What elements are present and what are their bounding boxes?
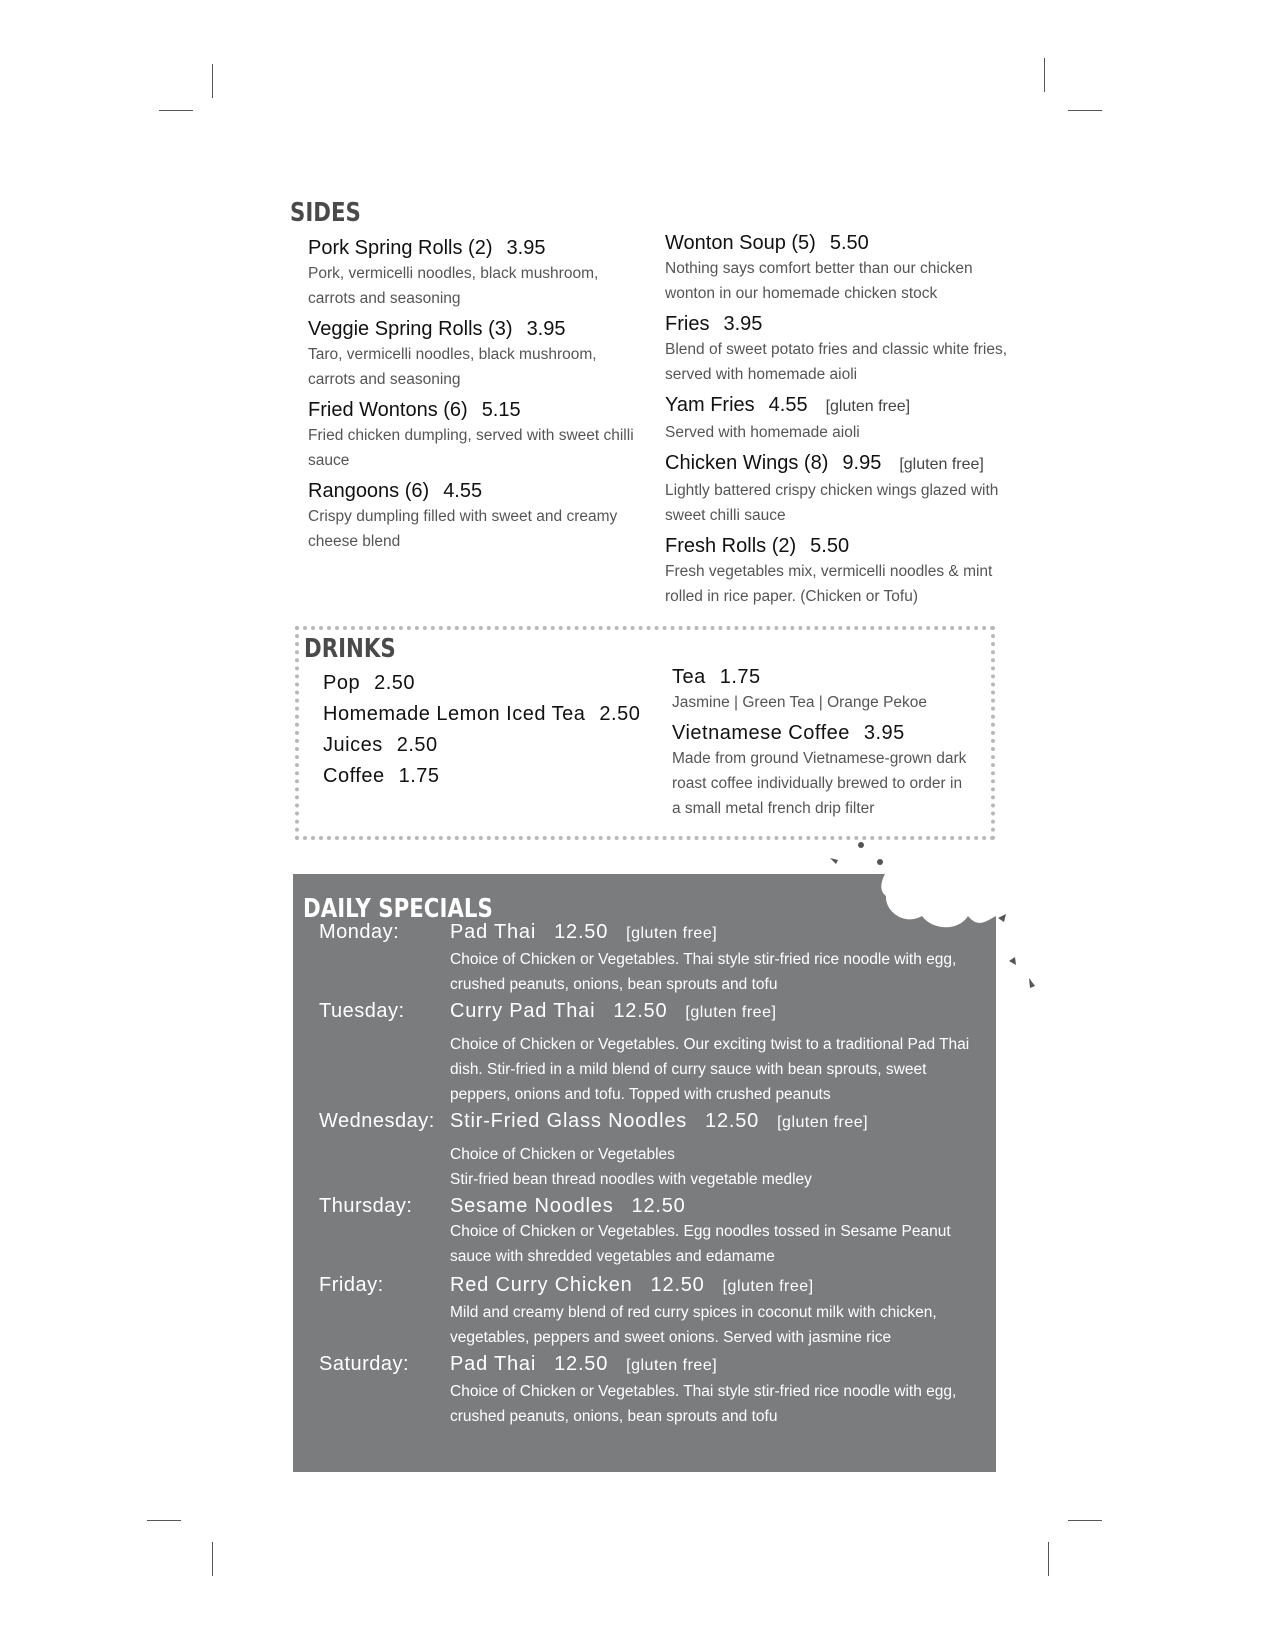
drink-name: Tea	[672, 666, 706, 688]
day-label: Saturday:	[319, 1353, 410, 1375]
dish-name: Curry Pad Thai	[450, 1000, 596, 1022]
menu-item-description: Crispy dumpling filled with sweet and creamy cheese blend	[308, 508, 618, 550]
gluten-free-tag: [gluten free]	[825, 398, 911, 415]
drink-price: 1.75	[719, 666, 761, 688]
menu-item-description: Pork, vermicelli noodles, black mushroom, carrots and seasoning	[308, 265, 599, 307]
menu-item-name: Fries	[665, 313, 710, 335]
menu-item-name: Veggie Spring Rolls (3)	[308, 318, 513, 340]
dish-name: Pad Thai	[450, 1353, 537, 1375]
menu-item-price: 3.95	[526, 318, 566, 340]
gluten-free-tag: [gluten free]	[685, 1004, 777, 1021]
menu-item-description: Fresh vegetables mix, vermicelli noodles & mint rolled in rice paper. (Chicken or Tofu)	[665, 563, 993, 605]
menu-item-name: Rangoons (6)	[308, 480, 430, 502]
dish-price: 12.50	[650, 1274, 705, 1296]
dish-price: 12.50	[613, 1000, 668, 1022]
drink-price: 3.95	[863, 722, 905, 744]
special-description: Mild and creamy blend of red curry spices in coconut milk with chicken, vegetables, peppers and sweet onions. Served with jasmine rice	[450, 1304, 937, 1346]
drink-price: 2.50	[374, 672, 416, 694]
menu-item-price: 5.15	[481, 399, 521, 421]
gluten-free-tag: [gluten free]	[722, 1278, 814, 1295]
dish-price: 12.50	[554, 921, 609, 943]
day-label: Wednesday:	[319, 1110, 435, 1132]
drink-name: Pop	[323, 672, 361, 694]
menu-item-description: Taro, vermicelli noodles, black mushroom, carrots and seasoning	[308, 346, 597, 388]
menu-item-description: Blend of sweet potato fries and classic white fries, served with homemade aioli	[665, 341, 1008, 383]
menu-item-description: Lightly battered crispy chicken wings glazed with sweet chilli sauce	[665, 482, 999, 524]
drink-description: Jasmine | Green Tea | Orange Pekoe	[672, 694, 928, 711]
menu-item-price: 3.95	[723, 313, 763, 335]
day-label: Friday:	[319, 1274, 384, 1296]
dish-price: 12.50	[631, 1195, 686, 1217]
menu-item-name: Fresh Rolls (2)	[665, 535, 797, 557]
day-label: Thursday:	[319, 1195, 413, 1217]
drink-name: Coffee	[323, 765, 385, 787]
menu-item-price: 3.95	[506, 237, 546, 259]
special-description: Choice of Chicken or Vegetables. Our exciting twist to a traditional Pad Thai dish. Stir-fried in a mild blend of curry sauce with bean sprouts, sweet peppers, onions and tofu. Topped with crushed peanuts	[450, 1036, 970, 1103]
dish-name: Stir-Fried Glass Noodles	[450, 1110, 688, 1132]
menu-item-price: 4.55	[443, 480, 483, 502]
menu-item-price: 9.95	[842, 452, 882, 474]
dish-price: 12.50	[554, 1353, 609, 1375]
special-description: Choice of Chicken or Vegetables	[450, 1146, 675, 1163]
menu-item-price: 5.50	[829, 232, 869, 254]
drink-name: Homemade Lemon Iced Tea	[323, 703, 586, 725]
dish-price: 12.50	[705, 1110, 760, 1132]
dish-name: Red Curry Chicken	[450, 1274, 633, 1296]
special-description-extra: Stir-fried bean thread noodles with vegetable medley	[450, 1171, 812, 1188]
special-description: Choice of Chicken or Vegetables. Thai style stir-fried rice noodle with egg, crushed peanuts, onions, bean sprouts and tofu	[450, 951, 957, 993]
specials-heading: DAILY SPECIALS	[303, 894, 493, 924]
drinks-heading: DRINKS	[304, 634, 396, 664]
drink-name: Vietnamese Coffee	[672, 722, 850, 744]
gluten-free-tag: [gluten free]	[626, 1357, 718, 1374]
menu-item-name: Wonton Soup (5)	[665, 232, 816, 254]
menu-item-name: Pork Spring Rolls (2)	[308, 237, 493, 259]
gluten-free-tag: [gluten free]	[777, 1114, 869, 1131]
drink-description: Made from ground Vietnamese-grown dark roast coffee individually brewed to order in a small metal french drip filter	[672, 750, 967, 817]
menu-item-description: Nothing says comfort better than our chicken wonton in our homemade chicken stock	[665, 260, 973, 302]
drink-price: 2.50	[396, 734, 438, 756]
gluten-free-tag: [gluten free]	[899, 456, 984, 473]
menu-item-description: Fried chicken dumpling, served with sweet chilli sauce	[308, 427, 634, 469]
day-label: Tuesday:	[319, 1000, 405, 1022]
menu-item-name: Yam Fries	[665, 394, 755, 416]
menu-item-price: 4.55	[768, 394, 808, 416]
special-description: Choice of Chicken or Vegetables. Egg noodles tossed in Sesame Peanut sauce with shredded vegetables and edamame	[450, 1223, 951, 1265]
menu-item-name: Chicken Wings (8)	[665, 452, 829, 474]
gluten-free-tag: [gluten free]	[626, 925, 718, 942]
dish-name: Pad Thai	[450, 921, 537, 943]
drink-price: 2.50	[599, 703, 641, 725]
drink-name: Juices	[323, 734, 383, 756]
drink-price: 1.75	[398, 765, 440, 787]
menu-item-description: Served with homemade aioli	[665, 424, 860, 441]
menu-item-price: 5.50	[810, 535, 850, 557]
day-label: Monday:	[319, 921, 400, 943]
sides-heading: SIDES	[290, 198, 361, 228]
special-description: Choice of Chicken or Vegetables. Thai style stir-fried rice noodle with egg, crushed peanuts, onions, bean sprouts and tofu	[450, 1383, 957, 1425]
dish-name: Sesame Noodles	[450, 1195, 614, 1217]
menu-item-name: Fried Wontons (6)	[308, 399, 468, 421]
